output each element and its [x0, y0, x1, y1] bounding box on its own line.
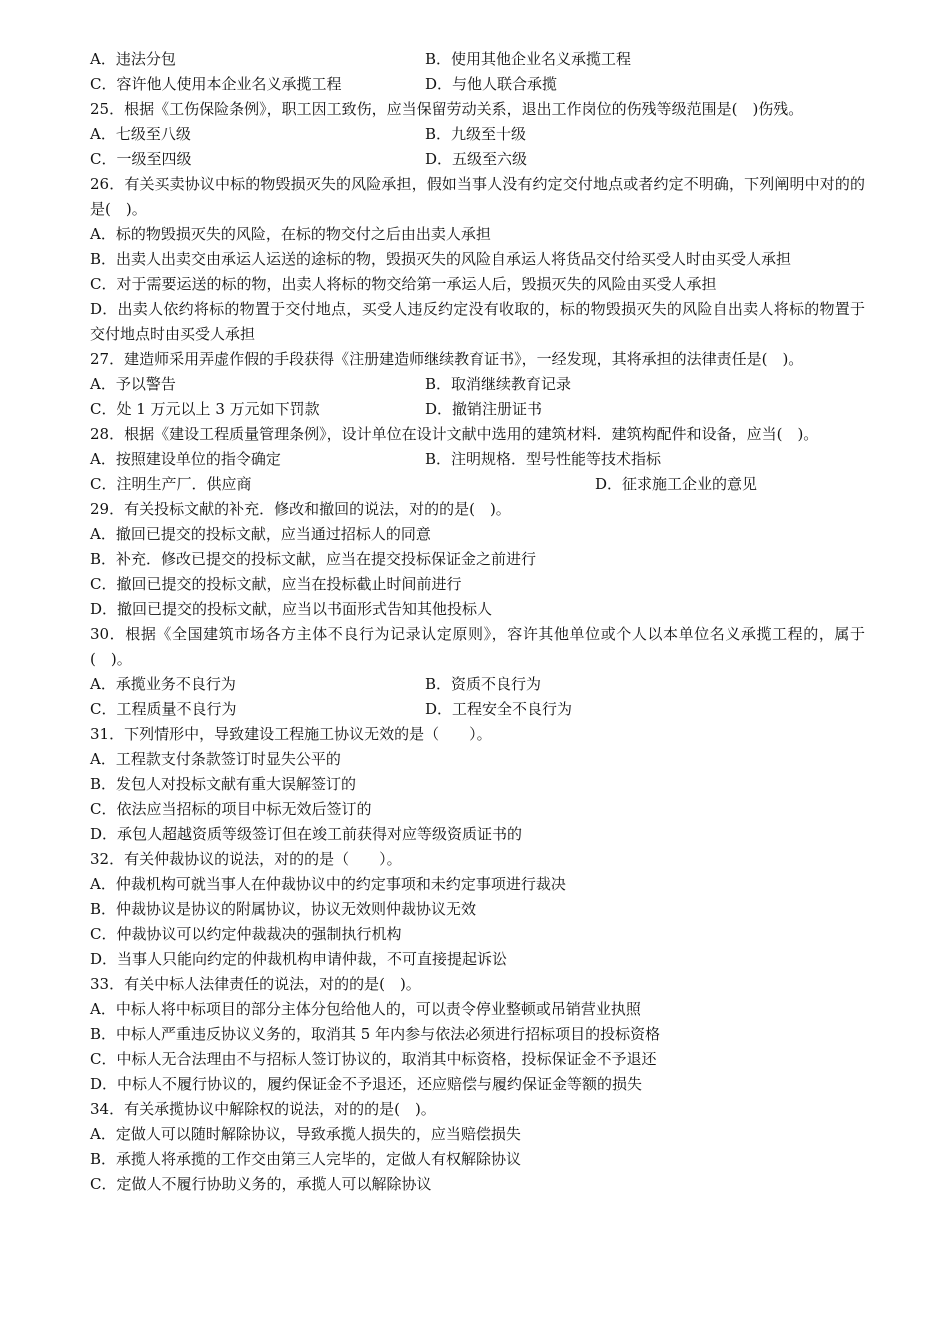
option-row	[90, 397, 865, 422]
option-text: A．予以警告	[90, 375, 176, 393]
text-line: C．中标人无合法理由不与招标人签订协议的，取消其中标资格，投标保证金不予退还	[90, 1050, 657, 1068]
option-text: A．承揽业务不良行为	[90, 675, 236, 693]
text-line: 33．有关中标人法律责任的说法，对的的是( )。	[90, 975, 421, 993]
text-line: C．仲裁协议可以约定仲裁裁决的强制执行机构	[90, 925, 402, 943]
option-text: C．工程质量不良行为	[90, 700, 237, 718]
option-text: B．注明规格．型号性能等技术指标	[425, 450, 662, 468]
option-text: C．容许他人使用本企业名义承揽工程	[90, 75, 342, 93]
text-line: C．依法应当招标的项目中标无效后签订的	[90, 800, 372, 818]
option-row	[90, 697, 865, 722]
question-text: 26．有关买卖协议中标的物毁损灭失的风险承担，假如当事人没有约定交付地点或者约定不明确，下列阐明中对的的是( )。	[90, 175, 865, 218]
option-text: D．撤销注册证书	[425, 400, 543, 418]
text-line: 29．有关投标文献的补充．修改和撤回的说法，对的的是( )。	[90, 500, 511, 518]
option-text: D．五级至六级	[425, 150, 528, 168]
text-line: A．中标人将中标项目的部分主体分包给他人的，可以责令停业整顿或吊销营业执照	[90, 1000, 641, 1018]
question-text: B．出卖人出卖交由承运人运送的途标的物，毁损灭失的风险自承运人将货品交付给买受人时由买受人承担	[90, 250, 792, 268]
option-text: D．与他人联合承揽	[425, 75, 558, 93]
text-line: D．当事人只能向约定的仲裁机构申请仲裁，不可直接提起诉讼	[90, 950, 508, 968]
text-line: C．定做人不履行协助义务的，承揽人可以解除协议	[90, 1175, 432, 1193]
option-text: A．按照建设单位的指令确定	[90, 450, 281, 468]
text-line: B．承揽人将承揽的工作交由第三人完毕的，定做人有权解除协议	[90, 1150, 522, 1168]
text-line: C．对于需要运送的标的物，出卖人将标的物交给第一承运人后，毁损灭失的风险由买受人承担	[90, 275, 717, 293]
option-row	[90, 47, 865, 72]
option-text: D．征求施工企业的意见	[595, 475, 758, 493]
option-text: B．取消继续教育记录	[425, 375, 572, 393]
option-row	[90, 122, 865, 147]
text-line: A．仲裁机构可就当事人在仲裁协议中的约定事项和未约定事项进行裁决	[90, 875, 566, 893]
text-line: D．撤回已提交的投标文献，应当以书面形式告知其他投标人	[90, 600, 493, 618]
question-text: 30．根据《全国建筑市场各方主体不良行为记录认定原则》，容许其他单位或个人以本单位名义承揽工程的，属于( )。	[90, 625, 865, 668]
question-text: 25．根据《工伤保险条例》，职工因工致伤，应当保留劳动关系，退出工作岗位的伤残等级范围是( )伤残。	[90, 100, 804, 118]
question-text: 28．根据《建设工程质量管理条例》，设计单位在设计文献中选用的建筑材料．建筑构配件和设备，应当( )。	[90, 425, 819, 443]
text-line: 31．下列情形中，导致建设工程施工协议无效的是（ ）。	[90, 725, 492, 743]
text-line: A．标的物毁损灭失的风险，在标的物交付之后由出卖人承担	[90, 225, 491, 243]
text-line: A．撤回已提交的投标文献，应当通过招标人的同意	[90, 525, 431, 543]
text-line: A．工程款支付条款签订时显失公平的	[90, 750, 341, 768]
option-text: C．一级至四级	[90, 150, 192, 168]
option-row	[90, 472, 865, 497]
text-line: C．撤回已提交的投标文献，应当在投标截止时间前进行	[90, 575, 462, 593]
text-line: B．仲裁协议是协议的附属协议，协议无效则仲裁协议无效	[90, 900, 477, 918]
text-line: D．承包人超越资质等级签订但在竣工前获得对应等级资质证书的	[90, 825, 523, 843]
option-row	[90, 72, 865, 97]
text-line: B．中标人严重违反协议义务的，取消其 5 年内参与依法必须进行招标项目的投标资格	[90, 1025, 661, 1043]
option-row	[90, 147, 865, 172]
option-text: B．使用其他企业名义承揽工程	[425, 50, 632, 68]
document-page	[90, 47, 865, 1197]
option-text: A．七级至八级	[90, 125, 191, 143]
text-line: B．补充．修改已提交的投标文献，应当在提交投标保证金之前进行	[90, 550, 537, 568]
text-line: D．中标人不履行协议的，履约保证金不予退还，还应赔偿与履约保证金等额的损失	[90, 1075, 643, 1093]
option-row	[90, 447, 865, 472]
text-line: 34．有关承揽协议中解除权的说法，对的的是( )。	[90, 1100, 436, 1118]
option-text: B．九级至十级	[425, 125, 527, 143]
text-line: 32．有关仲裁协议的说法，对的的是（ ）。	[90, 850, 402, 868]
option-text: C．注明生产厂．供应商	[90, 475, 252, 493]
option-row	[90, 672, 865, 697]
option-text: B．资质不良行为	[425, 675, 542, 693]
option-text: C．处 1 万元以上 3 万元如下罚款	[90, 400, 320, 418]
option-text: D．工程安全不良行为	[425, 700, 573, 718]
text-line: B．发包人对投标文献有重大误解签订的	[90, 775, 357, 793]
question-text: 27．建造师采用弄虚作假的手段获得《注册建造师继续教育证书》，一经发现，其将承担的法律责任是( )。	[90, 350, 804, 368]
option-row	[90, 372, 865, 397]
question-text: D．出卖人依约将标的物置于交付地点，买受人违反约定没有收取的，标的物毁损灭失的风险自出卖人将标的物置于交付地点时由买受人承担	[90, 300, 865, 343]
text-line: A．定做人可以随时解除协议，导致承揽人损失的，应当赔偿损失	[90, 1125, 521, 1143]
option-text: A．违法分包	[90, 50, 176, 68]
